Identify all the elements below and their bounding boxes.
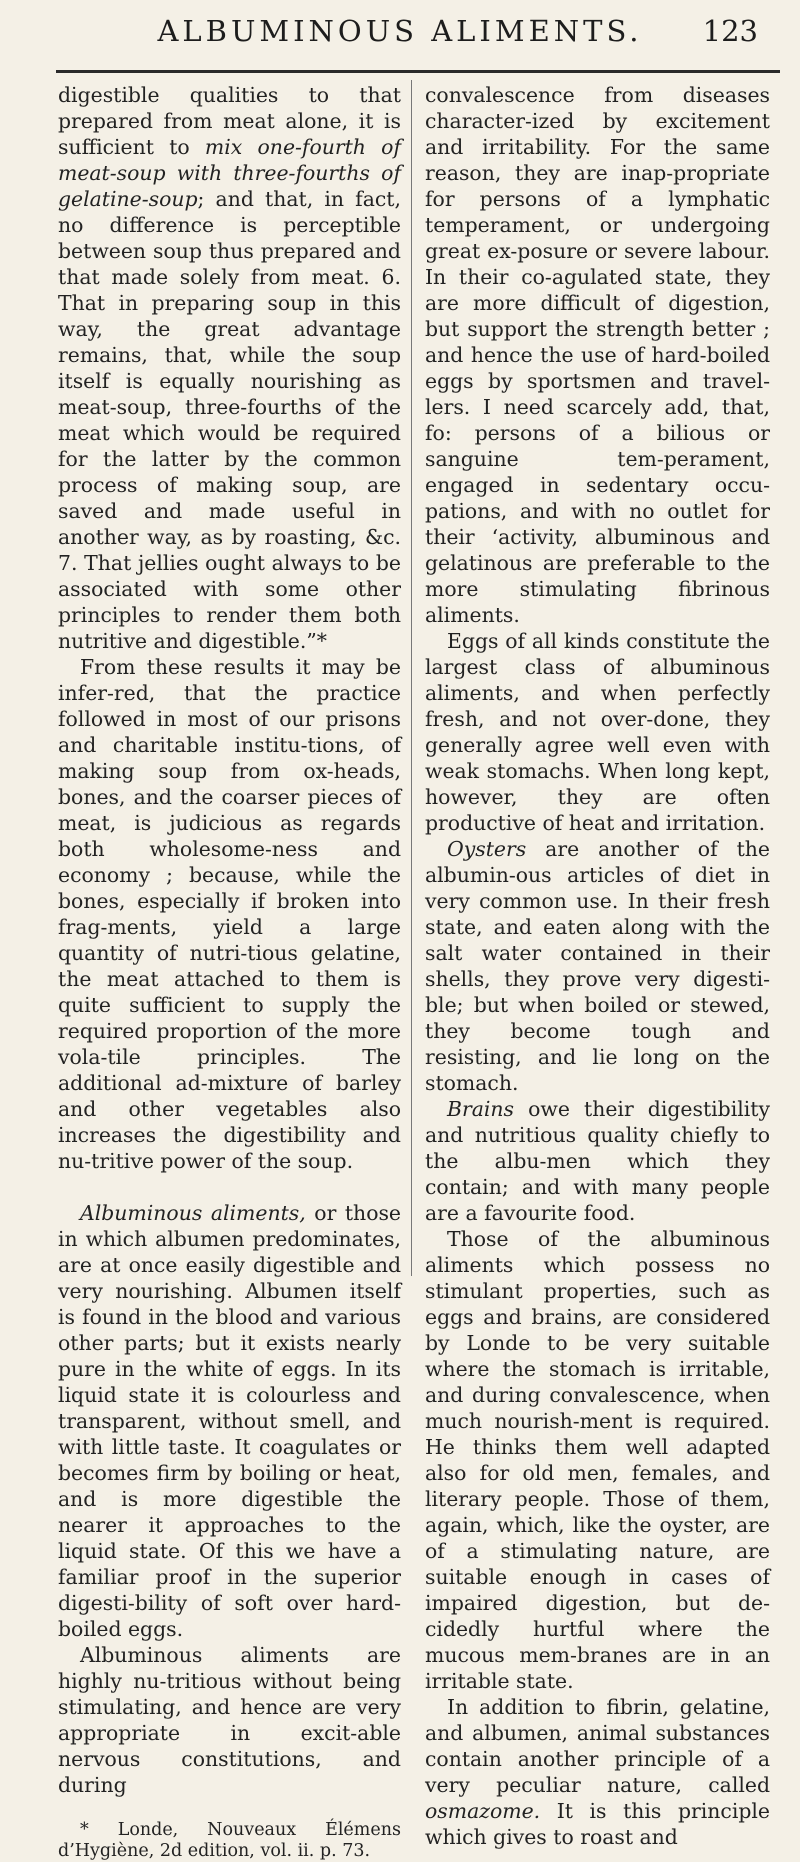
right-column <box>425 82 770 1850</box>
left-column <box>58 82 401 1862</box>
text-run: are another of the albumin-ous articles of diet in very common use. In their fresh state, and eaten along with the salt water contained in their shells, they prove very digesti-ble; but when boiled or stewed, they become tough and resisting, and lie long on the stomach. <box>425 837 770 1095</box>
page-header <box>0 6 800 68</box>
footnote: * Londe, Nouveaux Élémens d’Hygiène, 2d edition, vol. ii. p. 73. <box>58 1820 401 1861</box>
text-run: digestible qualities to that prepared from meat alone, it is sufficient to <box>58 83 401 159</box>
running-title: ALBUMINOUS ALIMENTS. <box>157 14 643 48</box>
right-paragraph-1: convalescence from diseases character-ized by excitement and irritability. For the same reason, they are inap-propriate for persons of a lymphatic temperament, or undergoing great ex-posure or severe labour. In their co-agulated state, they are more difficult of digestion, but support the strength better ; and hence the use of hard-boiled eggs by sportsmen and travel-lers. I need scarcely add, that, fo: persons of a bilious or sanguine tem-perament, engaged in sedentary occu-pations, and with no outlet for their ‘activity, albuminous and gelatinous are preferable to the more stimulating fibrinous aliments. <box>425 83 770 627</box>
right-paragraph-2: Eggs of all kinds constitute the largest class of albuminous aliments, and when perfectly fresh, and not over-done, they generally agree well even with weak stomachs. When long kept, however, they are often productive of heat and irritation. <box>425 629 770 835</box>
emphasis-text: Oysters <box>447 837 527 861</box>
column-divider <box>411 80 412 1276</box>
header-rule <box>56 70 780 73</box>
left-paragraph-1 <box>58 82 401 654</box>
right-paragraph-4 <box>425 1096 770 1226</box>
text-run: owe their digestibility and nutritious quality chiefly to the albu-men which they contain; and with many people are a favourite food. <box>425 1097 770 1225</box>
emphasis-text: mix one-fourth of meat-soup with three-fourths of gelatine-soup <box>58 135 401 211</box>
text-run: ; and that, in fact, no difference is perceptible between soup thus prepared and that made solely from meat. 6. That in preparing soup in this way, the great advantage remains, that, while the soup itself is equally nourishing as meat-soup, three-fourths of the meat which would be required for the latter by the common process of making soup, are saved and made useful in another way, as by roasting, &c. 7. That jellies ought always to be associated with some other principles to render them both nutritive and digestible.”* <box>58 187 401 653</box>
left-paragraph-3 <box>58 1200 401 1642</box>
right-paragraph-3 <box>425 836 770 1096</box>
left-paragraph-2: From these results it may be infer-red, that the practice followed in most of our prisons and charitable institu-tions, of making soup from ox-heads, bones, and the coarser pieces of meat, is judicious as regards both wholesome-ness and economy ; because, while the bones, especially if broken into frag-ments, yield a large quantity of nutri-tious gelatine, the meat attached to them is quite sufficient to supply the required proportion of the more vola-tile principles. The additional ad-mixture of barley and other vegetables also increases the digestibility and nu-tritive power of the soup. <box>58 655 401 1173</box>
emphasis-text: osmazome. <box>425 1799 541 1823</box>
emphasis-text: Albuminous aliments, <box>80 1201 306 1225</box>
left-paragraph-4: Albuminous aliments are highly nu-tritious without being stimulating, and hence are very appropriate in excit-able nervous constitutions, and during <box>58 1643 401 1797</box>
page-number: 123 <box>702 14 758 48</box>
emphasis-text: Brains <box>447 1097 515 1121</box>
text-run: or those in which albumen predominates, are at once easily digestible and very nourishing. Albumen itself is found in the blood and various other parts; but it exists nearly pure in the white of eggs. In its liquid state it is colourless and transparent, without smell, and with little taste. It coagulates or becomes firm by boiling or heat, and is more digestible the nearer it approaches to the liquid state. Of this we have a familiar proof in the superior digesti-bility of soft over hard-boiled eggs. <box>58 1201 402 1641</box>
text-run: It is this principle which gives to roast and <box>425 1799 770 1849</box>
right-paragraph-5: Those of the albuminous aliments which possess no stimulant properties, such as eggs and brains, are considered by Londe to be very suitable where the stomach is irritable, and during convalescence, when much nourish-ment is required. He thinks them well adapted also for old men, females, and literary people. Those of them, again, which, like the oyster, are of a stimulating nature, are suitable enough in cases of impaired digestion, but de-cidedly hurtful where the mucous mem-branes are in an irritable state. <box>425 1227 770 1693</box>
text-run: In addition to fibrin, gelatine, and albumen, animal substances contain another principle of a very peculiar nature, called <box>425 1695 770 1797</box>
right-paragraph-6 <box>425 1694 770 1850</box>
